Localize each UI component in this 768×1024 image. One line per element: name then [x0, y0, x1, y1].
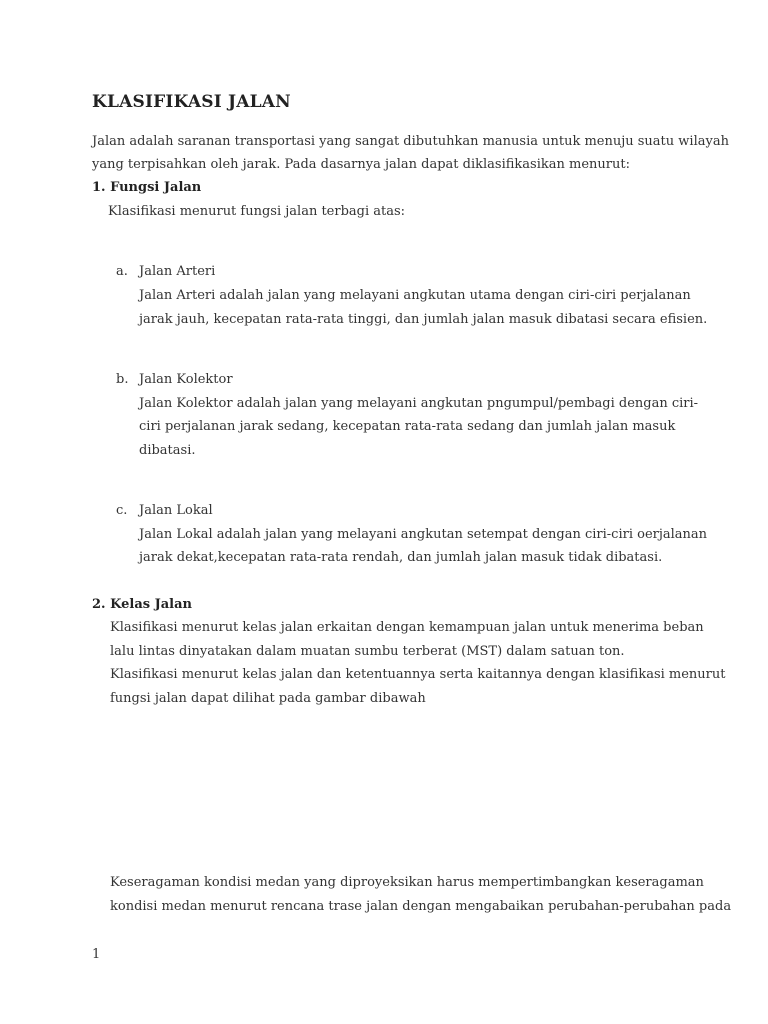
intro-line: Jalan adalah saranan transportasi yang sangat dibutuhkan manusia untuk menuju suatu wilayah — [92, 134, 729, 149]
section-text: Klasifikasi menurut kelas jalan dan ketentuannya serta kaitannya dengan klasifikasi menurut — [110, 667, 726, 682]
section-text: Klasifikasi menurut kelas jalan erkaitan dengan kemampuan jalan untuk menerima beban — [110, 620, 704, 635]
intro-line: yang terpisahkan oleh jarak. Pada dasarnya jalan dapat diklasifikasikan menurut: — [92, 157, 630, 172]
list-item-text: Jalan Kolektor adalah jalan yang melayani angkutan pngumpul/pembagi dengan ciri- — [139, 396, 699, 411]
section-heading-kelas-jalan: 2. Kelas Jalan — [92, 597, 192, 612]
list-item-title: Jalan Kolektor — [139, 372, 233, 387]
section-heading-fungsi-jalan: 1. Fungsi Jalan — [92, 180, 202, 195]
list-item-text: Jalan Arteri adalah jalan yang melayani angkutan utama dengan ciri-ciri perjalanan — [139, 288, 691, 303]
list-marker: a. — [116, 264, 128, 279]
list-item-text: jarak dekat,kecepatan rata-rata rendah, dan jumlah jalan masuk tidak dibatasi. — [139, 550, 663, 565]
list-marker: c. — [116, 503, 128, 518]
closing-text: Keseragaman kondisi medan yang diproyeksikan harus mempertimbangkan keseragaman — [110, 875, 704, 890]
list-item-title: Jalan Arteri — [139, 264, 216, 279]
section-intro: Klasifikasi menurut fungsi jalan terbagi atas: — [108, 204, 406, 219]
document-title: KLASIFIKASI JALAN — [92, 92, 291, 112]
section-text: lalu lintas dinyatakan dalam muatan sumbu terberat (MST) dalam satuan ton. — [110, 644, 625, 659]
list-item-title: Jalan Lokal — [139, 503, 213, 518]
list-item-text: ciri perjalanan jarak sedang, kecepatan rata-rata sedang dan jumlah jalan masuk — [139, 419, 676, 434]
list-item-text: jarak jauh, kecepatan rata-rata tinggi, dan jumlah jalan masuk dibatasi secara efisien. — [139, 312, 708, 327]
list-marker: b. — [116, 372, 129, 387]
list-item-text: Jalan Lokal adalah jalan yang melayani angkutan setempat dengan ciri-ciri oerjalanan — [139, 527, 708, 542]
list-item-text: dibatasi. — [139, 443, 196, 458]
section-text: fungsi jalan dapat dilihat pada gambar dibawah — [110, 691, 426, 706]
closing-text: kondisi medan menurut rencana trase jalan dengan mengabaikan perubahan-perubahan pada — [110, 899, 732, 914]
page-number: 1 — [92, 947, 101, 962]
